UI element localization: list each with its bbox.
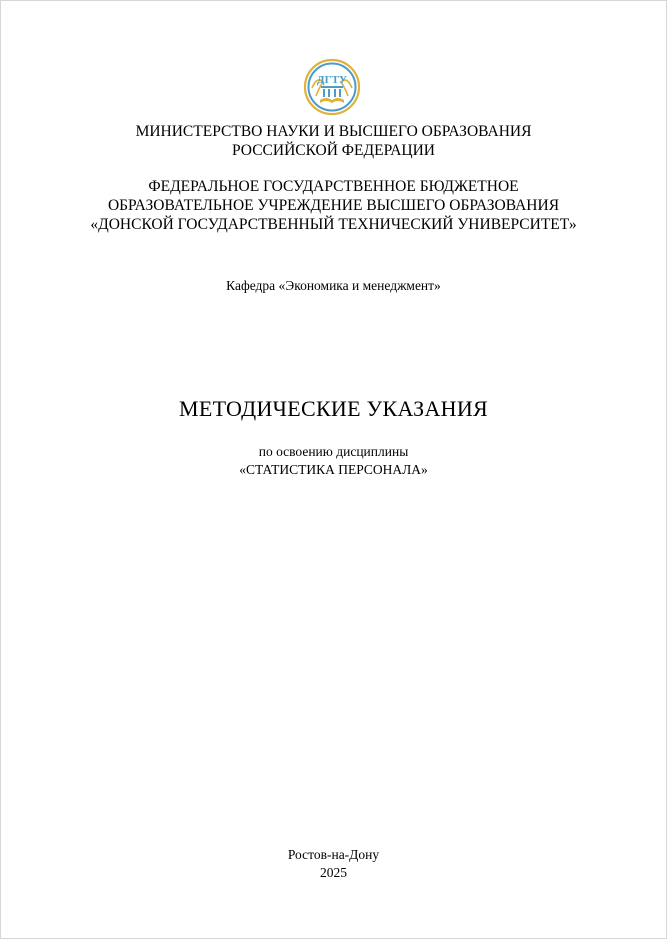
university-heading (0, 177, 667, 234)
ministry-line-2: РОССИЙСКОЙ ФЕДЕРАЦИИ (232, 142, 435, 159)
university-emblem-icon (303, 58, 361, 116)
imprint-year: 2025 (320, 865, 347, 880)
subtitle-line-1: по освоению дисциплины (258, 444, 409, 459)
ministry-line-1: МИНИСТЕРСТВО НАУКИ И ВЫСШЕГО ОБРАЗОВАНИЯ (135, 123, 532, 140)
subtitle-line-2: «СТАТИСТИКА ПЕРСОНАЛА» (239, 462, 428, 477)
university-line-3: «ДОНСКОЙ ГОСУДАРСТВЕННЫЙ ТЕХНИЧЕСКИЙ УНИВЕРСИТЕТ» (90, 216, 577, 233)
document-subtitle (0, 443, 667, 479)
imprint-city: Ростов-на-Дону (287, 847, 380, 862)
department-label: Кафедра «Экономика и менеджмент» (226, 278, 441, 293)
university-line-2: ОБРАЗОВАТЕЛЬНОЕ УЧРЕЖДЕНИЕ ВЫСШЕГО ОБРАЗОВАНИЯ (107, 197, 560, 214)
imprint (0, 846, 667, 882)
university-line-1: ФЕДЕРАЛЬНОЕ ГОСУДАРСТВЕННОЕ БЮДЖЕТНОЕ (148, 178, 519, 195)
ministry-heading (0, 122, 667, 160)
emblem-text: ДГТУ (317, 74, 347, 86)
document-title: МЕТОДИЧЕСКИЕ УКАЗАНИЯ (179, 396, 488, 421)
